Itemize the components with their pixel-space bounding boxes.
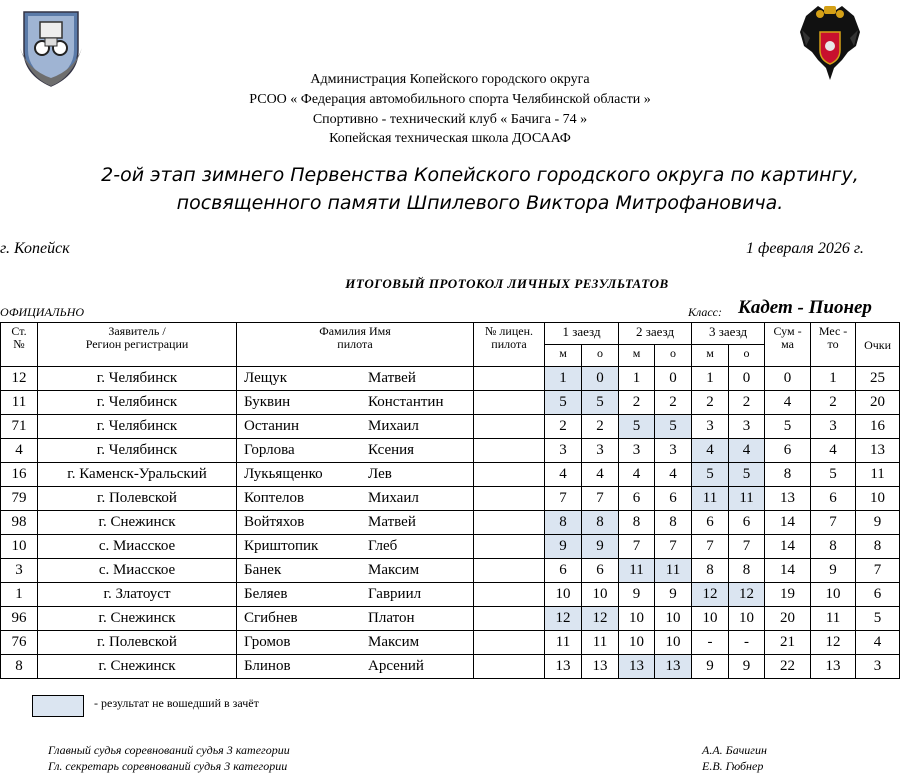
pilot-firstname: Платон — [368, 610, 415, 626]
license-cell — [474, 511, 545, 535]
place-cell: 2 — [811, 391, 856, 415]
heat-2-o-cell: 5 — [655, 415, 692, 439]
points-cell: 6 — [856, 583, 900, 607]
pilot-firstname: Лев — [368, 466, 392, 482]
region-cell: г. Челябинск — [38, 391, 237, 415]
pilot-surname: Останин — [244, 418, 299, 434]
start-number-cell: 4 — [1, 439, 38, 463]
pilot-surname: Лукьященко — [244, 466, 323, 482]
pilot-firstname: Гавриил — [368, 586, 422, 602]
chief-judge-name: А.А. Бачигин — [702, 743, 767, 757]
pilot-firstname: Матвей — [368, 514, 416, 530]
col-heat-3: 3 заезд — [692, 323, 765, 345]
pilot-name-cell — [237, 535, 474, 559]
start-number-cell: 96 — [1, 607, 38, 631]
pilot-surname: Коптелов — [244, 490, 305, 506]
heat-2-m-cell: 11 — [619, 559, 655, 583]
pilot-firstname: Матвей — [368, 370, 416, 386]
pilot-surname: Громов — [244, 634, 291, 650]
start-number-cell: 71 — [1, 415, 38, 439]
pilot-firstname: Максим — [368, 634, 420, 650]
heat-1-o-cell: 8 — [582, 511, 619, 535]
license-cell — [474, 607, 545, 631]
points-cell: 4 — [856, 631, 900, 655]
region-cell: г. Челябинск — [38, 439, 237, 463]
start-number-cell: 79 — [1, 487, 38, 511]
sum-cell: 14 — [765, 535, 811, 559]
pilot-firstname: Михаил — [368, 490, 419, 506]
pilot-name-cell — [237, 487, 474, 511]
sum-cell: 8 — [765, 463, 811, 487]
pilot-name-cell — [237, 511, 474, 535]
pilot-name-cell — [237, 439, 474, 463]
pilot-name-cell — [237, 583, 474, 607]
start-number-cell: 11 — [1, 391, 38, 415]
heat-3-o-cell: 2 — [729, 391, 765, 415]
region-cell: г. Полевской — [38, 631, 237, 655]
start-number-cell: 98 — [1, 511, 38, 535]
event-place: г. Копейск — [0, 240, 70, 257]
heat-2-o-cell: 13 — [655, 655, 692, 679]
points-cell: 5 — [856, 607, 900, 631]
col-place: Мес - то — [811, 323, 856, 367]
license-cell — [474, 463, 545, 487]
table-row — [1, 559, 900, 583]
heat-3-o-cell: - — [729, 631, 765, 655]
col-entrant: Заявитель / Регион регистрации — [38, 323, 237, 367]
heat-1-o-cell: 6 — [582, 559, 619, 583]
heat-2-o-cell: 9 — [655, 583, 692, 607]
heat-3-m-cell: 11 — [692, 487, 729, 511]
table-row — [1, 463, 900, 487]
col-heat-3-m: м — [692, 345, 729, 367]
license-cell — [474, 655, 545, 679]
pilot-firstname: Михаил — [368, 418, 419, 434]
pilot-firstname: Глеб — [368, 538, 398, 554]
heat-3-o-cell: 10 — [729, 607, 765, 631]
region-cell: г. Каменск-Уральский — [38, 463, 237, 487]
legend-text: - результат не вошедший в зачёт — [94, 696, 259, 710]
heat-3-m-cell: 6 — [692, 511, 729, 535]
pilot-name-cell — [237, 415, 474, 439]
pilot-name-cell — [237, 631, 474, 655]
license-cell — [474, 415, 545, 439]
protocol-title: ИТОГОВЫЙ ПРОТОКОЛ ЛИЧНЫХ РЕЗУЛЬТАТОВ — [345, 276, 669, 291]
pilot-surname: Беляев — [244, 586, 288, 602]
heat-1-m-cell: 13 — [545, 655, 582, 679]
points-cell: 7 — [856, 559, 900, 583]
heat-3-o-cell: 12 — [729, 583, 765, 607]
sum-cell: 20 — [765, 607, 811, 631]
pilot-surname: Буквин — [244, 394, 291, 410]
sum-cell: 6 — [765, 439, 811, 463]
pilot-firstname: Ксения — [368, 442, 415, 458]
table-row — [1, 511, 900, 535]
sum-cell: 0 — [765, 367, 811, 391]
secretary-label: Гл. секретарь соревнований судья 3 категории — [48, 759, 288, 773]
organizer-club: Спортивно - технический клуб « Бачига - 74 » — [312, 112, 588, 127]
heat-1-o-cell: 10 — [582, 583, 619, 607]
license-cell — [474, 631, 545, 655]
heat-2-m-cell: 5 — [619, 415, 655, 439]
heat-2-o-cell: 4 — [655, 463, 692, 487]
heat-2-m-cell: 9 — [619, 583, 655, 607]
sum-cell: 4 — [765, 391, 811, 415]
heat-1-o-cell: 0 — [582, 367, 619, 391]
col-start-number: Ст. № — [1, 323, 38, 367]
start-number-cell: 16 — [1, 463, 38, 487]
pilot-surname: Лещук — [244, 370, 288, 386]
heat-1-m-cell: 8 — [545, 511, 582, 535]
points-cell: 10 — [856, 487, 900, 511]
heat-1-o-cell: 7 — [582, 487, 619, 511]
heat-2-m-cell: 13 — [619, 655, 655, 679]
heat-1-m-cell: 10 — [545, 583, 582, 607]
heat-3-m-cell: 3 — [692, 415, 729, 439]
event-title-line2: посвященного памяти Шпилевого Виктора Митрофановича. — [176, 192, 784, 214]
place-cell: 9 — [811, 559, 856, 583]
start-number-cell: 8 — [1, 655, 38, 679]
pilot-firstname: Константин — [368, 394, 444, 410]
place-cell: 7 — [811, 511, 856, 535]
chief-judge-label: Главный судья соревнований судья 3 категории — [48, 743, 290, 757]
start-number-cell: 3 — [1, 559, 38, 583]
place-cell: 1 — [811, 367, 856, 391]
heat-2-m-cell: 7 — [619, 535, 655, 559]
sum-cell: 5 — [765, 415, 811, 439]
heat-2-o-cell: 10 — [655, 631, 692, 655]
heat-1-m-cell: 2 — [545, 415, 582, 439]
heat-1-o-cell: 4 — [582, 463, 619, 487]
sum-cell: 19 — [765, 583, 811, 607]
start-number-cell: 12 — [1, 367, 38, 391]
heat-1-o-cell: 12 — [582, 607, 619, 631]
place-cell: 4 — [811, 439, 856, 463]
heat-2-m-cell: 10 — [619, 631, 655, 655]
pilot-surname: Криштопик — [244, 538, 319, 554]
table-row — [1, 391, 900, 415]
heat-2-o-cell: 7 — [655, 535, 692, 559]
license-cell — [474, 367, 545, 391]
heat-3-m-cell: 5 — [692, 463, 729, 487]
pilot-surname: Войтяхов — [244, 514, 305, 530]
table-row — [1, 583, 900, 607]
sum-cell: 13 — [765, 487, 811, 511]
class-value: Кадет - Пионер — [738, 297, 872, 318]
heat-1-m-cell: 3 — [545, 439, 582, 463]
points-cell: 20 — [856, 391, 900, 415]
heat-2-o-cell: 6 — [655, 487, 692, 511]
official-label: ОФИЦИАЛЬНО — [0, 305, 85, 319]
heat-2-m-cell: 1 — [619, 367, 655, 391]
col-pilot-name: Фамилия Имя пилота — [237, 323, 474, 367]
start-number-cell: 10 — [1, 535, 38, 559]
region-cell: г. Челябинск — [38, 367, 237, 391]
legend-swatch — [32, 695, 84, 717]
heat-1-m-cell: 1 — [545, 367, 582, 391]
heat-2-o-cell: 10 — [655, 607, 692, 631]
table-row — [1, 607, 900, 631]
pilot-name-cell — [237, 607, 474, 631]
col-heat-2: 2 заезд — [619, 323, 692, 345]
heat-2-o-cell: 2 — [655, 391, 692, 415]
sum-cell: 21 — [765, 631, 811, 655]
heat-3-o-cell: 7 — [729, 535, 765, 559]
heat-2-o-cell: 0 — [655, 367, 692, 391]
region-cell: г. Златоуст — [38, 583, 237, 607]
col-heat-2-o: о — [655, 345, 692, 367]
sum-cell: 14 — [765, 511, 811, 535]
pilot-name-cell — [237, 367, 474, 391]
heat-2-m-cell: 4 — [619, 463, 655, 487]
event-title-line1: 2-ой этап зимнего Первенства Копейского городского округа по картингу, — [101, 164, 859, 186]
table-row — [1, 439, 900, 463]
place-cell: 3 — [811, 415, 856, 439]
table-row — [1, 415, 900, 439]
pilot-surname: Сгибнев — [244, 610, 298, 626]
points-cell: 13 — [856, 439, 900, 463]
heat-3-m-cell: - — [692, 631, 729, 655]
region-cell: г. Снежинск — [38, 511, 237, 535]
license-cell — [474, 391, 545, 415]
heat-3-m-cell: 10 — [692, 607, 729, 631]
points-cell: 25 — [856, 367, 900, 391]
heat-1-o-cell: 2 — [582, 415, 619, 439]
place-cell: 8 — [811, 535, 856, 559]
points-cell: 11 — [856, 463, 900, 487]
results-table — [0, 322, 900, 679]
heat-1-o-cell: 5 — [582, 391, 619, 415]
heat-3-o-cell: 4 — [729, 439, 765, 463]
region-cell: г. Снежинск — [38, 655, 237, 679]
points-cell: 9 — [856, 511, 900, 535]
heat-3-m-cell: 4 — [692, 439, 729, 463]
heat-3-o-cell: 6 — [729, 511, 765, 535]
place-cell: 13 — [811, 655, 856, 679]
points-cell: 16 — [856, 415, 900, 439]
heat-1-o-cell: 11 — [582, 631, 619, 655]
pilot-name-cell — [237, 463, 474, 487]
sum-cell: 22 — [765, 655, 811, 679]
heat-3-o-cell: 0 — [729, 367, 765, 391]
region-cell: г. Снежинск — [38, 607, 237, 631]
heat-3-m-cell: 12 — [692, 583, 729, 607]
heat-1-m-cell: 11 — [545, 631, 582, 655]
place-cell: 11 — [811, 607, 856, 631]
heat-2-m-cell: 8 — [619, 511, 655, 535]
pilot-name-cell — [237, 559, 474, 583]
col-heat-1-o: о — [582, 345, 619, 367]
event-date: 1 февраля 2026 г. — [746, 240, 864, 257]
table-row — [1, 367, 900, 391]
points-cell: 8 — [856, 535, 900, 559]
organizer-school: Копейская техническая школа ДОСААФ — [329, 131, 571, 146]
pilot-name-cell — [237, 655, 474, 679]
table-row — [1, 655, 900, 679]
heat-2-o-cell: 3 — [655, 439, 692, 463]
col-heat-3-o: о — [729, 345, 765, 367]
heat-1-m-cell: 12 — [545, 607, 582, 631]
license-cell — [474, 583, 545, 607]
heat-2-m-cell: 3 — [619, 439, 655, 463]
heat-2-o-cell: 11 — [655, 559, 692, 583]
region-cell: с. Миасское — [38, 559, 237, 583]
organizer-federation: РСОО « Федерация автомобильного спорта Челябинской области » — [249, 92, 651, 107]
sum-cell: 14 — [765, 559, 811, 583]
heat-1-m-cell: 7 — [545, 487, 582, 511]
heat-2-o-cell: 8 — [655, 511, 692, 535]
pilot-firstname: Арсений — [368, 658, 424, 674]
organizer-administration: Администрация Копейского городского округа — [310, 72, 590, 87]
pilot-firstname: Максим — [368, 562, 420, 578]
heat-3-m-cell: 7 — [692, 535, 729, 559]
heat-2-m-cell: 6 — [619, 487, 655, 511]
col-sum: Сум - ма — [765, 323, 811, 367]
place-cell: 5 — [811, 463, 856, 487]
heat-3-o-cell: 3 — [729, 415, 765, 439]
heat-3-m-cell: 8 — [692, 559, 729, 583]
start-number-cell: 1 — [1, 583, 38, 607]
license-cell — [474, 559, 545, 583]
heat-2-m-cell: 2 — [619, 391, 655, 415]
heat-3-m-cell: 9 — [692, 655, 729, 679]
col-heat-1-m: м — [545, 345, 582, 367]
col-heat-1: 1 заезд — [545, 323, 619, 345]
points-cell: 3 — [856, 655, 900, 679]
start-number-cell: 76 — [1, 631, 38, 655]
heat-2-m-cell: 10 — [619, 607, 655, 631]
heat-3-m-cell: 2 — [692, 391, 729, 415]
col-heat-2-m: м — [619, 345, 655, 367]
heat-1-m-cell: 6 — [545, 559, 582, 583]
heat-3-o-cell: 5 — [729, 463, 765, 487]
license-cell — [474, 535, 545, 559]
table-row — [1, 631, 900, 655]
table-row — [1, 535, 900, 559]
table-row — [1, 487, 900, 511]
heat-1-m-cell: 5 — [545, 391, 582, 415]
place-cell: 12 — [811, 631, 856, 655]
pilot-surname: Блинов — [244, 658, 291, 674]
place-cell: 10 — [811, 583, 856, 607]
heat-1-m-cell: 9 — [545, 535, 582, 559]
pilot-surname: Горлова — [244, 442, 295, 458]
heat-1-m-cell: 4 — [545, 463, 582, 487]
pilot-surname: Банек — [244, 562, 282, 578]
heat-1-o-cell: 13 — [582, 655, 619, 679]
heat-1-o-cell: 3 — [582, 439, 619, 463]
secretary-name: Е.В. Гюбнер — [702, 759, 764, 773]
license-cell — [474, 487, 545, 511]
heat-3-m-cell: 1 — [692, 367, 729, 391]
heat-3-o-cell: 9 — [729, 655, 765, 679]
region-cell: г. Полевской — [38, 487, 237, 511]
region-cell: с. Миасское — [38, 535, 237, 559]
col-license: № лицен. пилота — [474, 323, 545, 367]
heat-3-o-cell: 8 — [729, 559, 765, 583]
region-cell: г. Челябинск — [38, 415, 237, 439]
pilot-name-cell — [237, 391, 474, 415]
place-cell: 6 — [811, 487, 856, 511]
heat-1-o-cell: 9 — [582, 535, 619, 559]
col-points: Очки — [856, 323, 900, 367]
class-label: Класс: — [688, 305, 722, 319]
heat-3-o-cell: 11 — [729, 487, 765, 511]
license-cell — [474, 439, 545, 463]
